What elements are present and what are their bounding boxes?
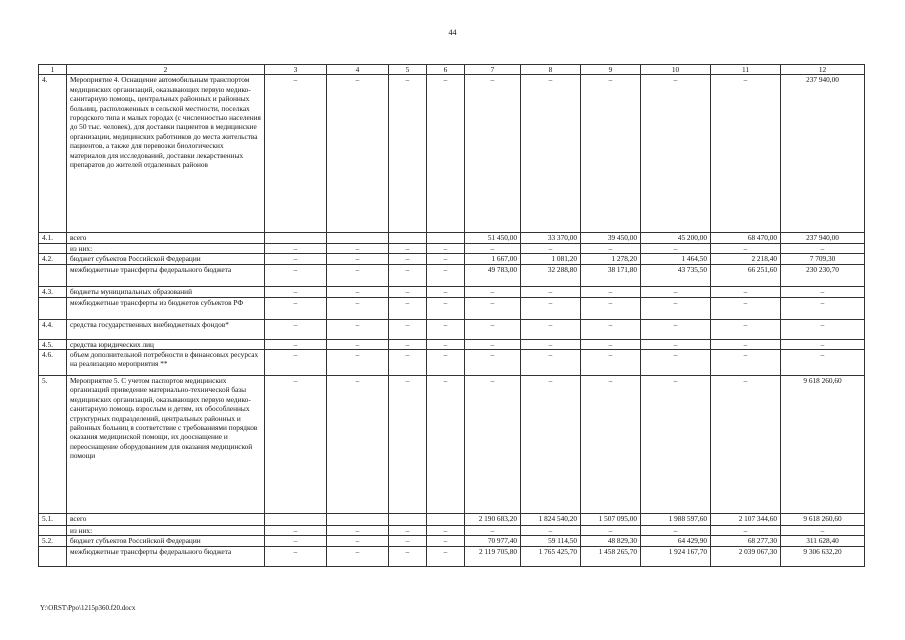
- cell-col-6: –: [427, 254, 465, 264]
- cell-col-9: –: [581, 286, 641, 297]
- cell-col-9: –: [581, 339, 641, 349]
- cell-col-3: –: [265, 376, 327, 514]
- cell-col-6: [427, 233, 465, 243]
- cell-col-7: 1 667,00: [465, 254, 521, 264]
- cell-col-4: [327, 514, 389, 526]
- cell-col-10: 43 735,50: [641, 264, 711, 286]
- cell-col-5: [389, 514, 427, 526]
- row-label: бюджет субъектов Российской Федерации: [67, 254, 265, 264]
- cell-col-8: –: [521, 75, 581, 233]
- cell-col-6: –: [427, 243, 465, 253]
- table-row: [39, 233, 865, 243]
- row-label: бюджеты муниципальных образований: [67, 286, 265, 297]
- cell-col-11: 66 251,60: [711, 264, 781, 286]
- cell-col-9: 1 458 265,70: [581, 546, 641, 566]
- cell-col-7: –: [465, 286, 521, 297]
- row-number: 5.2.: [39, 536, 67, 546]
- cell-col-6: –: [427, 264, 465, 286]
- cell-col-4: –: [327, 339, 389, 349]
- row-number: 4.5.: [39, 339, 67, 349]
- cell-col-7: 2 119 705,80: [465, 546, 521, 566]
- cell-col-12: 311 628,40: [781, 536, 865, 546]
- row-label: межбюджетные трансферты федерального бюджета: [67, 546, 265, 566]
- cell-col-12: 230 230,70: [781, 264, 865, 286]
- cell-col-7: –: [465, 297, 521, 319]
- row-number: 5.1.: [39, 514, 67, 526]
- cell-col-5: [389, 233, 427, 243]
- cell-col-6: –: [427, 297, 465, 319]
- cell-col-11: –: [711, 526, 781, 536]
- row-label: из них:: [67, 243, 265, 253]
- row-label: бюджет субъектов Российской Федерации: [67, 536, 265, 546]
- header-col-5: 5: [389, 65, 427, 75]
- cell-col-12: –: [781, 286, 865, 297]
- header-col-10: 10: [641, 65, 711, 75]
- table-row: [39, 264, 865, 286]
- cell-col-10: –: [641, 350, 711, 376]
- row-number: 4.6.: [39, 350, 67, 376]
- cell-col-3: –: [265, 526, 327, 536]
- cell-col-12: –: [781, 319, 865, 339]
- cell-col-10: –: [641, 297, 711, 319]
- row-number: 4.1.: [39, 233, 67, 243]
- row-number: 4.: [39, 75, 67, 233]
- cell-col-7: 51 450,00: [465, 233, 521, 243]
- table-row: [39, 243, 865, 253]
- cell-col-3: –: [265, 536, 327, 546]
- cell-col-11: –: [711, 319, 781, 339]
- cell-col-3: [265, 233, 327, 243]
- header-col-1: 1: [39, 65, 67, 75]
- cell-col-5: –: [389, 286, 427, 297]
- cell-col-8: 33 370,00: [521, 233, 581, 243]
- cell-col-5: –: [389, 297, 427, 319]
- row-label: межбюджетные трансферты федерального бюджета: [67, 264, 265, 286]
- cell-col-12: –: [781, 350, 865, 376]
- cell-col-3: –: [265, 297, 327, 319]
- row-number: [39, 243, 67, 253]
- cell-col-8: 59 114,50: [521, 536, 581, 546]
- cell-col-3: –: [265, 339, 327, 349]
- cell-col-11: 2 218,40: [711, 254, 781, 264]
- row-label: Мероприятие 4. Оснащение автомобильным транспортом медицинских организаций, оказывающих первую медико-санитарную помощь, центральных районных и районных больниц, расположенных в сельской местности, поселках городского типа и малых городах (с численностью населения до 50 тыс. человек), для доставки пациентов в медицинские организации, медицинских работников до места жительства пациентов, а также для перевозки биологических материалов для исследований, доставки лекарственных препаратов до жителей отдаленных районов: [67, 75, 265, 233]
- cell-col-12: 7 709,30: [781, 254, 865, 264]
- cell-col-5: –: [389, 546, 427, 566]
- cell-col-8: –: [521, 526, 581, 536]
- row-label: межбюджетные трансферты из бюджетов субъектов РФ: [67, 297, 265, 319]
- cell-col-7: –: [465, 526, 521, 536]
- page-number: 44: [448, 28, 457, 37]
- cell-col-9: –: [581, 350, 641, 376]
- cell-col-4: [327, 233, 389, 243]
- row-number: 5.: [39, 376, 67, 514]
- cell-col-3: –: [265, 546, 327, 566]
- cell-col-11: 2 107 344,60: [711, 514, 781, 526]
- cell-col-4: –: [327, 75, 389, 233]
- header-col-9: 9: [581, 65, 641, 75]
- cell-col-12: 9 618 260,60: [781, 514, 865, 526]
- cell-col-9: –: [581, 376, 641, 514]
- cell-col-8: 1 765 425,70: [521, 546, 581, 566]
- cell-col-7: 70 977,40: [465, 536, 521, 546]
- row-number: 4.2.: [39, 254, 67, 264]
- cell-col-5: –: [389, 254, 427, 264]
- cell-col-8: –: [521, 350, 581, 376]
- table-row: [39, 286, 865, 297]
- row-label: средства государственных внебюджетных фондов*: [67, 319, 265, 339]
- cell-col-10: 1 988 597,60: [641, 514, 711, 526]
- cell-col-10: –: [641, 526, 711, 536]
- cell-col-7: –: [465, 376, 521, 514]
- cell-col-4: –: [327, 536, 389, 546]
- cell-col-9: –: [581, 319, 641, 339]
- cell-col-12: 237 940,00: [781, 75, 865, 233]
- cell-col-8: –: [521, 339, 581, 349]
- cell-col-6: –: [427, 339, 465, 349]
- table-row: [39, 514, 865, 526]
- cell-col-5: –: [389, 339, 427, 349]
- cell-col-10: –: [641, 339, 711, 349]
- header-col-12: 12: [781, 65, 865, 75]
- cell-col-12: –: [781, 297, 865, 319]
- cell-col-11: 2 039 067,30: [711, 546, 781, 566]
- table-row: [39, 297, 865, 319]
- cell-col-3: –: [265, 75, 327, 233]
- row-number: 4.4.: [39, 319, 67, 339]
- table-row: [39, 526, 865, 536]
- cell-col-6: –: [427, 376, 465, 514]
- cell-col-12: 237 940,00: [781, 233, 865, 243]
- cell-col-5: –: [389, 243, 427, 253]
- cell-col-6: –: [427, 286, 465, 297]
- cell-col-12: 9 306 632,20: [781, 546, 865, 566]
- cell-col-6: –: [427, 546, 465, 566]
- cell-col-9: 39 450,00: [581, 233, 641, 243]
- row-label: средства юридических лиц: [67, 339, 265, 349]
- cell-col-7: –: [465, 243, 521, 253]
- cell-col-10: –: [641, 243, 711, 253]
- cell-col-10: –: [641, 75, 711, 233]
- cell-col-8: –: [521, 376, 581, 514]
- cell-col-11: –: [711, 376, 781, 514]
- cell-col-3: –: [265, 350, 327, 376]
- cell-col-7: 2 190 683,20: [465, 514, 521, 526]
- cell-col-4: –: [327, 297, 389, 319]
- cell-col-5: –: [389, 526, 427, 536]
- cell-col-11: –: [711, 75, 781, 233]
- cell-col-4: –: [327, 286, 389, 297]
- cell-col-8: –: [521, 319, 581, 339]
- cell-col-4: –: [327, 376, 389, 514]
- cell-col-11: 68 470,00: [711, 233, 781, 243]
- table-header-row: [39, 65, 865, 75]
- row-number: [39, 297, 67, 319]
- cell-col-11: –: [711, 350, 781, 376]
- cell-col-5: –: [389, 75, 427, 233]
- cell-col-10: –: [641, 286, 711, 297]
- cell-col-10: 45 200,00: [641, 233, 711, 243]
- cell-col-7: –: [465, 339, 521, 349]
- cell-col-4: –: [327, 319, 389, 339]
- cell-col-3: [265, 514, 327, 526]
- cell-col-11: –: [711, 286, 781, 297]
- cell-col-9: –: [581, 526, 641, 536]
- header-col-2: 2: [67, 65, 265, 75]
- row-label: всего: [67, 514, 265, 526]
- cell-col-5: –: [389, 350, 427, 376]
- cell-col-11: –: [711, 297, 781, 319]
- cell-col-12: –: [781, 243, 865, 253]
- cell-col-11: –: [711, 243, 781, 253]
- cell-col-8: 1 824 540,20: [521, 514, 581, 526]
- table-row: [39, 536, 865, 546]
- cell-col-4: –: [327, 264, 389, 286]
- cell-col-10: –: [641, 376, 711, 514]
- table-row: [39, 319, 865, 339]
- cell-col-6: –: [427, 319, 465, 339]
- cell-col-4: –: [327, 243, 389, 253]
- cell-col-3: –: [265, 319, 327, 339]
- cell-col-9: 38 171,80: [581, 264, 641, 286]
- cell-col-4: –: [327, 350, 389, 376]
- cell-col-5: –: [389, 264, 427, 286]
- budget-table: [38, 64, 865, 567]
- cell-col-8: –: [521, 297, 581, 319]
- cell-col-6: –: [427, 536, 465, 546]
- cell-col-7: –: [465, 319, 521, 339]
- header-col-3: 3: [265, 65, 327, 75]
- cell-col-10: –: [641, 319, 711, 339]
- cell-col-9: –: [581, 243, 641, 253]
- cell-col-5: –: [389, 319, 427, 339]
- cell-col-10: 1 924 167,70: [641, 546, 711, 566]
- header-col-8: 8: [521, 65, 581, 75]
- row-number: [39, 264, 67, 286]
- cell-col-8: –: [521, 243, 581, 253]
- row-label: Мероприятие 5. С учетом паспортов медицинских организаций приведение материально-технической базы медицинских организаций, оказывающих первую медико-санитарную помощь взрослым и детям, их обособленных структурных подразделений, центральных районных и районных больниц в соответствие с требованиями порядков оказания медицинской помощи, их дооснащение и переоснащение оборудованием для оказания медицинской помощи: [67, 376, 265, 514]
- cell-col-8: 1 081,20: [521, 254, 581, 264]
- table-row: [39, 376, 865, 514]
- cell-col-4: –: [327, 546, 389, 566]
- cell-col-8: –: [521, 286, 581, 297]
- row-number: [39, 546, 67, 566]
- cell-col-5: –: [389, 536, 427, 546]
- cell-col-6: –: [427, 526, 465, 536]
- cell-col-12: 9 618 260,60: [781, 376, 865, 514]
- cell-col-10: 1 464,50: [641, 254, 711, 264]
- table-row: [39, 339, 865, 349]
- cell-col-12: –: [781, 526, 865, 536]
- footer-file-path: Y:\ORST\Ppo\1215p360.f20.docx: [40, 604, 136, 612]
- cell-col-8: 32 288,80: [521, 264, 581, 286]
- table-row: [39, 546, 865, 566]
- cell-col-3: –: [265, 254, 327, 264]
- cell-col-9: 48 829,30: [581, 536, 641, 546]
- cell-col-3: –: [265, 264, 327, 286]
- cell-col-10: 64 429,90: [641, 536, 711, 546]
- header-col-4: 4: [327, 65, 389, 75]
- cell-col-3: –: [265, 286, 327, 297]
- header-col-7: 7: [465, 65, 521, 75]
- cell-col-4: –: [327, 254, 389, 264]
- row-label: из них:: [67, 526, 265, 536]
- cell-col-6: –: [427, 350, 465, 376]
- header-col-6: 6: [427, 65, 465, 75]
- cell-col-5: –: [389, 376, 427, 514]
- cell-col-7: 49 783,00: [465, 264, 521, 286]
- cell-col-11: –: [711, 339, 781, 349]
- cell-col-9: –: [581, 75, 641, 233]
- row-label: всего: [67, 233, 265, 243]
- cell-col-4: –: [327, 526, 389, 536]
- cell-col-9: 1 507 095,00: [581, 514, 641, 526]
- cell-col-6: [427, 514, 465, 526]
- table-row: [39, 75, 865, 233]
- cell-col-3: –: [265, 243, 327, 253]
- row-label: объем дополнительной потребности в финансовых ресурсах на реализацию мероприятия **: [67, 350, 265, 376]
- cell-col-9: –: [581, 297, 641, 319]
- cell-col-7: –: [465, 350, 521, 376]
- table-row: [39, 254, 865, 264]
- cell-col-6: –: [427, 75, 465, 233]
- cell-col-7: –: [465, 75, 521, 233]
- cell-col-11: 68 277,30: [711, 536, 781, 546]
- cell-col-9: 1 278,20: [581, 254, 641, 264]
- header-col-11: 11: [711, 65, 781, 75]
- table-row: [39, 350, 865, 376]
- row-number: [39, 526, 67, 536]
- row-number: 4.3.: [39, 286, 67, 297]
- cell-col-12: –: [781, 339, 865, 349]
